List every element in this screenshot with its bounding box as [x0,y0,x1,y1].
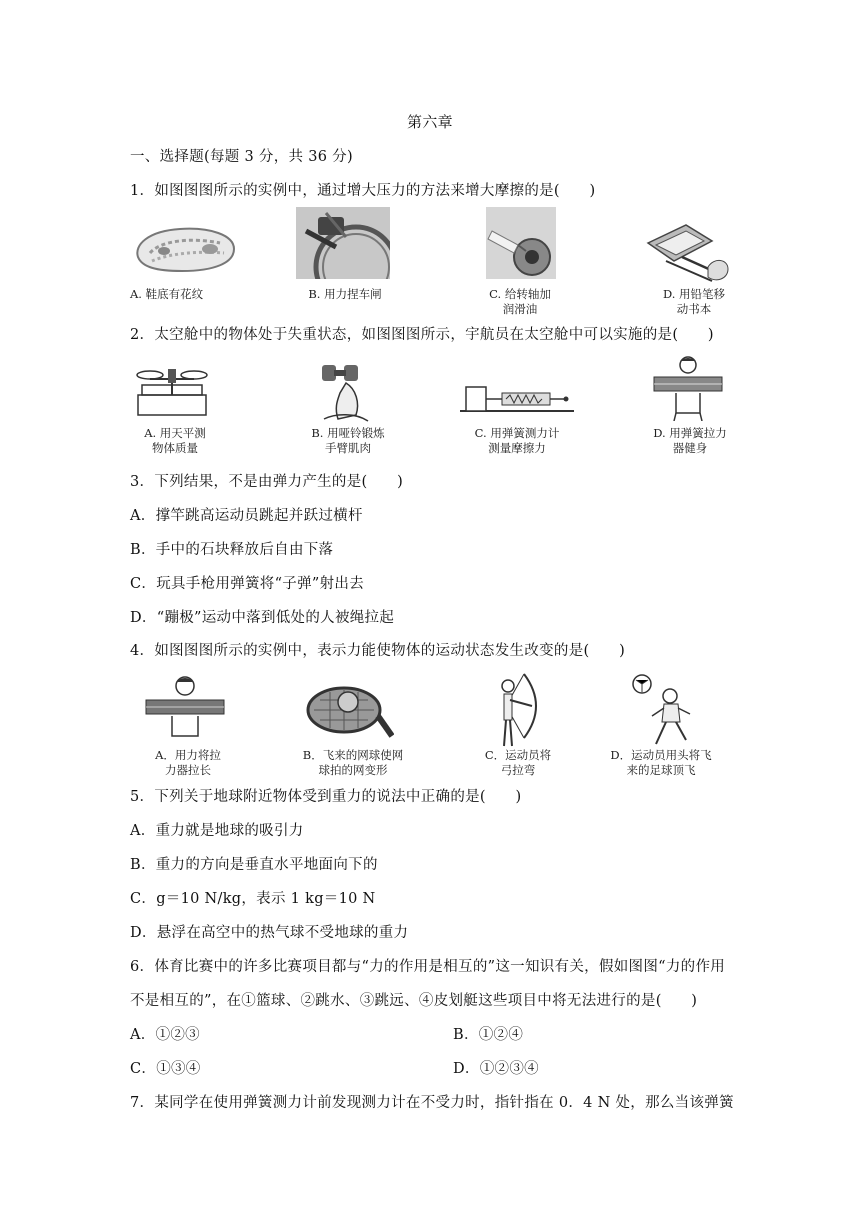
q1-figure [130,207,732,325]
balance-scale-image [134,361,210,421]
q1-caption-c: C. 给转轴加 润滑油 [489,287,551,316]
q6-option-a: A．①②③ [130,1027,200,1043]
oil-axle-image [486,207,556,279]
q4-caption-c: C．运动员将 弓拉弯 [484,748,552,777]
q2-caption-d: D. 用弹簧拉力 器健身 [653,426,727,455]
q1-caption-a: A. 鞋底有花纹 [130,287,204,301]
section-heading: 一、选择题(每题 3 分，共 36 分) [130,149,353,165]
q2-caption-c: C. 用弹簧测力计 测量摩擦力 [474,426,560,455]
q3-option-d: D．“蹦极”运动中落到低处的人被绳拉起 [130,610,395,626]
q5-stem: 5．下列关于地球附近物体受到重力的说法中正确的是( ) [130,789,522,805]
q6-option-c: C．①③④ [130,1061,201,1077]
q4-caption-a: A．用力将拉 力器拉长 [155,748,221,777]
dumbbell-arm-image [316,359,380,425]
q1-caption-b: B. 用力捏车闸 [308,287,382,301]
q5-option-c: C．g＝10 N/kg，表示 1 kg＝10 N [130,891,376,907]
bike-brake-image [296,207,390,279]
q3-option-b: B．手中的石块释放后自由下落 [130,542,334,558]
q2-caption-b: B. 用哑铃锻炼 手臂肌肉 [311,426,385,455]
q5-option-a: A．重力就是地球的吸引力 [130,823,304,839]
q1-stem: 1．如图图图所示的实例中，通过增大压力的方法来增大摩擦的是( ) [130,183,596,199]
q5-option-d: D．悬浮在高空中的热气球不受地球的重力 [130,925,409,941]
q4-figure [138,672,724,780]
tennis-racket-image [306,680,394,742]
q6-option-d: D．①②③④ [453,1061,539,1077]
pencil-book-image [642,213,732,285]
shoe-sole-image [130,207,240,287]
q7-stem-line1: 7．某同学在使用弹簧测力计前发现测力计在不受力时，指针指在 0．4 N 处，那么当该弹簧 [130,1095,734,1111]
q6-stem-line2: 不是相互的”，在①篮球、②跳水、③跳远、④皮划艇这些项目中将无法进行的是( ) [130,993,698,1009]
q3-option-a: A．撑竿跳高运动员跳起并跃过横杆 [130,508,363,524]
archer-image [490,672,546,750]
chest-expander-image [652,355,724,421]
q2-stem: 2．太空舱中的物体处于失重状态，如图图图所示，宇航员在太空舱中可以实施的是( ) [130,327,714,343]
q2-caption-a: A. 用天平测 物体质量 [144,426,206,455]
q4-caption-b: B．飞来的网球使网 球拍的网变形 [302,748,404,777]
q1-caption-d: D. 用铅笔移 动书本 [662,287,726,316]
spring-scale-friction-image [460,381,574,415]
q2-figure [130,355,732,455]
expander-man-image [144,674,226,742]
q6-option-b: B．①②④ [453,1027,524,1043]
q3-stem: 3．下列结果，不是由弹力产生的是( ) [130,474,404,490]
q3-option-c: C．玩具手枪用弹簧将“子弹”射出去 [130,576,365,592]
q4-stem: 4．如图图图所示的实例中，表示力能使物体的运动状态发生改变的是( ) [130,643,626,659]
chapter-title: 第六章 [407,113,453,131]
q6-stem-line1: 6．体育比赛中的许多比赛项目都与“力的作用是相互的”这一知识有关，假如图图“力的作用 [130,959,726,975]
header-player-image [630,672,700,750]
q5-option-b: B．重力的方向是垂直水平地面向下的 [130,857,378,873]
q4-caption-d: D．运动员用头将飞 来的足球顶飞 [610,748,712,777]
